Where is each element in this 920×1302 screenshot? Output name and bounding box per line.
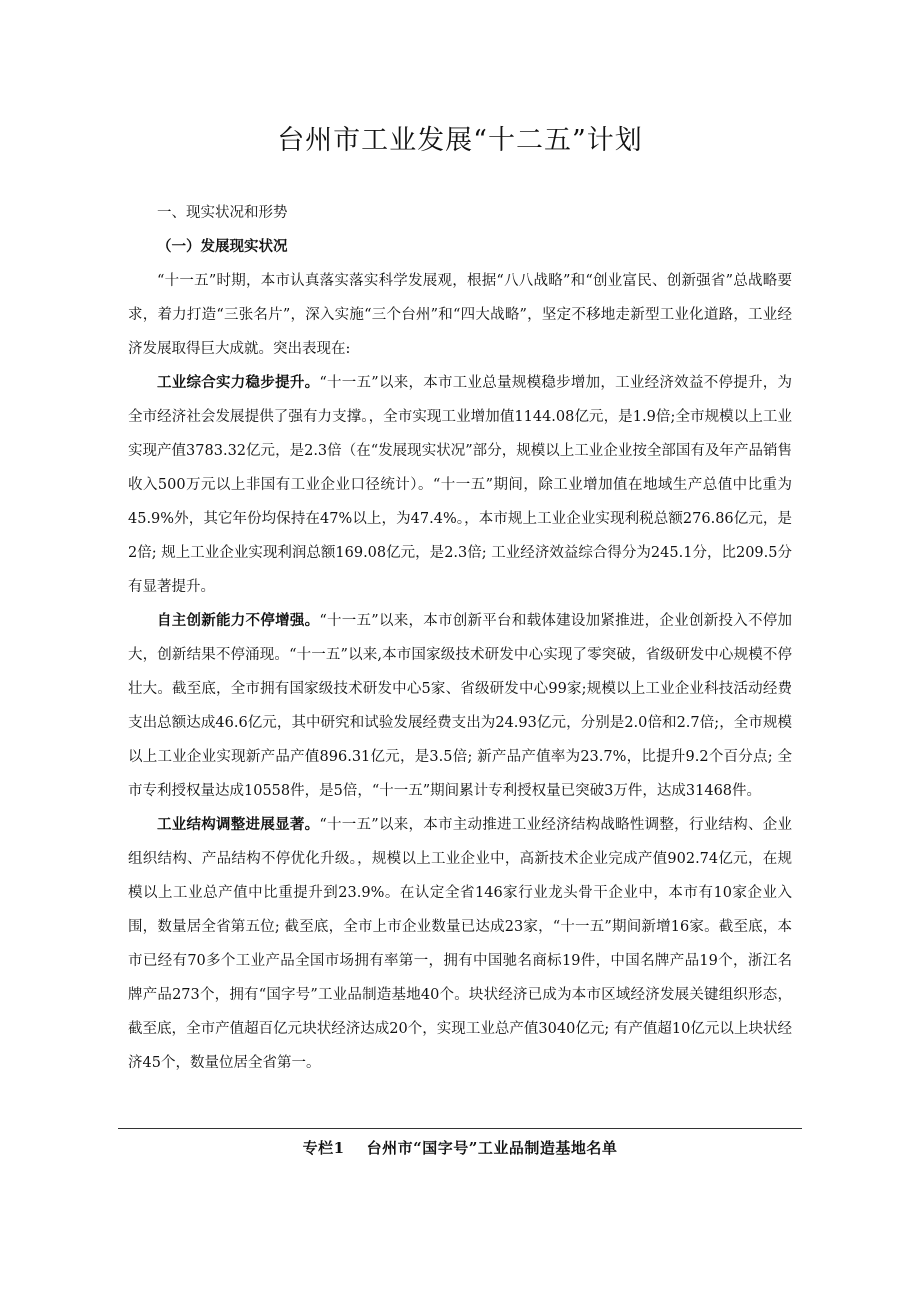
intro-paragraph: “十一五”时期，本市认真落实落实科学发展观，根据“八八战略”和“创业富民、创新强省”总战略要求，着力打造“三张名片”，深入实施“三个台州”和“四大战略”，坚定不移地走新型工业化道路，工业经济发展取得巨大成就。突出表现在: xyxy=(128,273,792,357)
paragraph-innovation xyxy=(128,604,792,808)
paragraph-text: “十一五”以来，本市主动推进工业经济结构战略性调整，行业结构、企业组织结构、产品结构不停优化升级。，规模以上工业企业中，高新技术企业完成产值902.74亿元，在规模以上工业总产值中比重提升到23.9%。在认定全省146家行业龙头骨干企业中，本市有10家企业入围，数量居全省第五位; 截至底，全市上市企业数量已达成23家，“十一五”期间新增16家。截至底，本市已经有70多个工业产品全国市场拥有率第一，拥有中国驰名商标19件，中国名牌产品19个，浙江名牌产品273个，拥有“国字号”工业品制造基地40个。块状经济已成为本市区域经济发展关键组织形态，截至底，全市产值超百亿元块状经济达成20个，实现工业总产值3040亿元; 有产值超10亿元以上块状经济45个，数量位居全省第一。 xyxy=(128,817,792,1071)
paragraph-text: “十一五”以来，本市创新平台和载体建设加紧推进，企业创新投入不停加大，创新结果不停涌现。“十一五”以来,本市国家级技术研发中心实现了零突破，省级研发中心规模不停壮大。截至底，全市拥有国家级技术研发中心5家、省级研发中心99家;规模以上工业企业科技活动经费支出总额达成46.6亿元，其中研究和试验发展经费支出为24.93亿元，分别是2.0倍和2.7倍;，全市规模以上工业企业实现新产品产值896.31亿元，是3.5倍; 新产品产值率为23.7%，比提升9.2个百分点; 全市专利授权量达成10558件，是5倍，“十一五”期间累计专利授权量已突破3万件，达成31468件。 xyxy=(128,613,792,799)
sub-heading: （一）发展现实状况 xyxy=(157,238,288,255)
paragraph-text: “十一五”以来，本市工业总量规模稳步增加，工业经济效益不停提升，为全市经济社会发展提供了强有力支撑。，全市实现工业增加值1144.08亿元，是1.9倍;全市规模以上工业实现产值3783.32亿元，是2.3倍（在“发展现实状况”部分，规模以上工业企业按全部国有及年产品销售收入500万元以上非国有工业企业口径统计）。“十一五”期间，除工业增加值在地域生产总值中比重为45.9%外，其它年份均保持在47%以上，为47.4%。，本市规上工业企业实现利税总额276.86亿元，是2倍; 规上工业企业实现利润总额169.08亿元，是2.3倍; 工业经济效益综合得分为245.1分，比209.5分有显著提升。 xyxy=(128,375,792,595)
section-heading: 一、现实状况和形势 xyxy=(157,205,288,221)
paragraph-lead: 工业结构调整进展显著。 xyxy=(157,816,320,833)
paragraph-lead: 自主创新能力不停增强。 xyxy=(157,612,320,629)
box-label: 专栏1 xyxy=(302,1139,345,1157)
paragraph-industrial-strength xyxy=(128,366,792,604)
paragraph-lead: 工业综合实力稳步提升。 xyxy=(157,374,320,391)
box-top-rule xyxy=(118,1128,802,1129)
box-title xyxy=(0,1137,920,1158)
document-title: 台州市工业发展“十二五”计划 xyxy=(277,125,643,156)
box-heading: 台州市“国字号”工业品制造基地名单 xyxy=(366,1139,618,1157)
paragraph-structure xyxy=(128,808,792,1080)
document-body xyxy=(128,196,792,1080)
